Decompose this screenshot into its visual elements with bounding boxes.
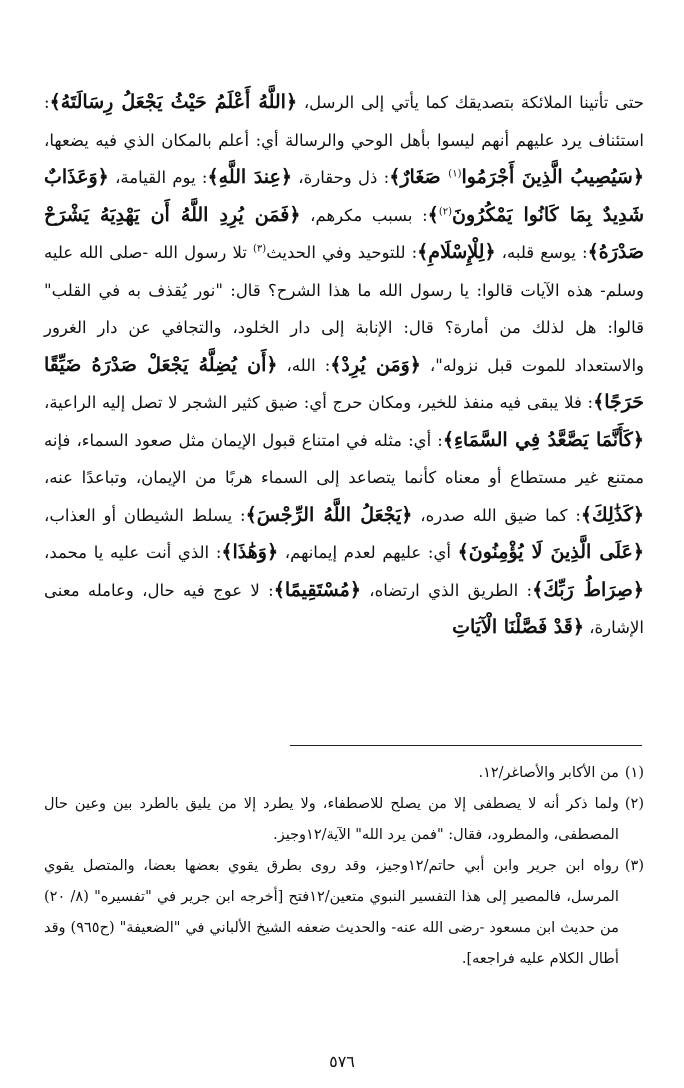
footnote-2 <box>44 789 644 851</box>
footnote-ref: (٢) <box>438 206 452 217</box>
commentary-text: : الله، <box>277 355 331 375</box>
quran-verse: ﴿لِلْإِسْلَامِ﴾ <box>417 241 496 263</box>
commentary-text: : ذل وحقارة، <box>292 168 390 187</box>
commentary-text: : استئناف يرد عليهم أنهم ليسوا بأهل الوحي والرسالة أي: أعلم بالمكان الذي فيه يضعها، <box>44 93 644 150</box>
quran-verse: ﴿عَلَى الَّذِينَ لَا يُؤْمِنُونَ﴾ <box>457 541 644 563</box>
footnote-ref: (١) <box>448 168 462 180</box>
quran-verse: ﴿أَن يُضِلَّهُ يَجْعَلْ صَدْرَهُ ضَيِّقًا حَرَجًا﴾ <box>44 353 644 413</box>
quran-verse: ﴾ <box>427 203 439 226</box>
footnote-ref: (٣) <box>253 243 267 255</box>
quran-verse: ﴿يَجْعَلُ اللَّهُ الرِّجْسَ﴾ <box>245 503 413 526</box>
quran-verse: ﴿كَذَٰلِكَ﴾ <box>580 503 644 526</box>
commentary-text: : فلا يبقى فيه منفذ للخير، ومكان حرج أي: ضيق كثير الشجر لا تصل إليه الراعية، <box>44 393 594 412</box>
quran-verse: ﴿وَعَذَابٌ شَدِيدٌ بِمَا كَانُوا يَمْكُرُونَ <box>44 166 644 226</box>
quran-verse: ﴿صِرَاطُ رَبِّكَ﴾ <box>532 578 645 601</box>
quran-verse: ﴿مُسْتَقِيمًا﴾ <box>273 578 361 601</box>
footnote-number: (٢) <box>624 796 644 812</box>
quran-verse: ﴿وَهَٰذَا﴾ <box>221 541 279 563</box>
commentary-text: : الذي أنت عليه يا محمد، <box>44 543 222 562</box>
page-number: ٥٧٦ <box>329 1052 355 1071</box>
footnote-number: (٣) <box>624 858 644 874</box>
commentary-text: تلا رسول الله -صلى الله عليه وسلم- هذه الآيات قالوا: يا رسول الله ما هذا الشرح؟ قال: "نور يُقذف به في القلب" قالوا: هل لذلك من أمارة؟ قال: الإنابة إلى دار الخلود، والتجافي عن دار الغرور والاستعداد للموت قبل نزوله"، <box>44 243 645 375</box>
commentary-text: أي: عليهم لعدم إيمانهم، <box>278 543 458 562</box>
footnotes-list <box>44 758 644 975</box>
footnote-number: (١) <box>624 765 644 781</box>
commentary-text: : للتوحيد وفي الحديث <box>266 243 418 262</box>
quran-verse: ﴿كَأَنَّمَا يَصَّعَّدُ فِي السَّمَاءِ﴾ <box>442 428 644 451</box>
commentary-text: : الطريق الذي ارتضاه، <box>360 580 533 600</box>
commentary-text: : أي: مثله في امتناع قبول الإيمان مثل صعود السماء، فإنه ممتنع غير مستطاع أو معناه كأنما يتصاعد إلى السماء هربًا من الإيمان، وتباعدًا عنه، <box>44 430 644 487</box>
footnote-3 <box>44 851 644 975</box>
quran-verse: ﴿وَمَن يُرِدْ﴾ <box>330 353 421 376</box>
commentary-text: : لا عوج فيه حال، وعامله معنى الإشارة، <box>44 580 644 637</box>
footnote-1 <box>44 758 644 789</box>
commentary-text: : يسلط الشيطان أو العذاب، <box>44 505 246 525</box>
footnote-text: من الأكابر والأصاغر/١٢. <box>478 765 619 781</box>
footnote-divider <box>290 745 642 746</box>
quran-verse: ﴿اللَّهُ أَعْلَمُ حَيْثُ يَجْعَلُ رِسَالَتَهُ﴾ <box>49 91 298 113</box>
commentary-text: : بسبب مكرهم، <box>300 205 428 225</box>
quran-verse: ﴿عِندَ اللَّهِ﴾ <box>207 166 293 188</box>
quran-verse: ﴿سَيُصِيبُ الَّذِينَ أَجْرَمُوا <box>461 166 644 188</box>
quran-verse: ﴿قَدْ فَصَّلْنَا الْآيَاتِ <box>452 616 584 638</box>
footnote-text: رواه ابن جرير وابن أبي حاتم/١٢وجيز، وقد روى بطرق يقوي بعضها بعضا، والمتصل يقوي المرسل، فالمصير إلى هذا التفسير النبوي متعين/١٢فتح [أخرجه ابن جرير في "تفسيره" (٨/ ٢٠) من حديث ابن مسعود -رضى الله عنه- والحديث ضعفه الشيخ الألباني في "الضعيفة" (ح٩٦٥) وقد أطال الكلام عليه فراجعه]. <box>44 858 619 967</box>
commentary-text: : كما ضيق الله صدره، <box>412 505 581 525</box>
commentary-body <box>44 84 644 647</box>
commentary-text: : يوم القيامة، <box>108 168 208 187</box>
quran-verse: صَغَارٌ﴾ <box>389 166 449 188</box>
quran-verse: ﴿فَمَن يُرِدِ اللَّهُ أَن يَهْدِيَهُ يَشْرَحْ صَدْرَهُ﴾ <box>44 203 644 263</box>
footnote-text: ولما ذكر أنه لا يصطفى إلا من يصلح للاصطفاء، ولا يطرد إلا من يليق بالطرد بين وعين حال المصطفى، والمطرود، فقال: "فمن يرد الله" الآية/١٢وجيز. <box>44 796 619 843</box>
commentary-text: : يوسع قلبه، <box>495 243 588 262</box>
commentary-text: حتى تأتينا الملائكة بتصديقك كما يأتي إلى الرسل، <box>297 93 645 112</box>
